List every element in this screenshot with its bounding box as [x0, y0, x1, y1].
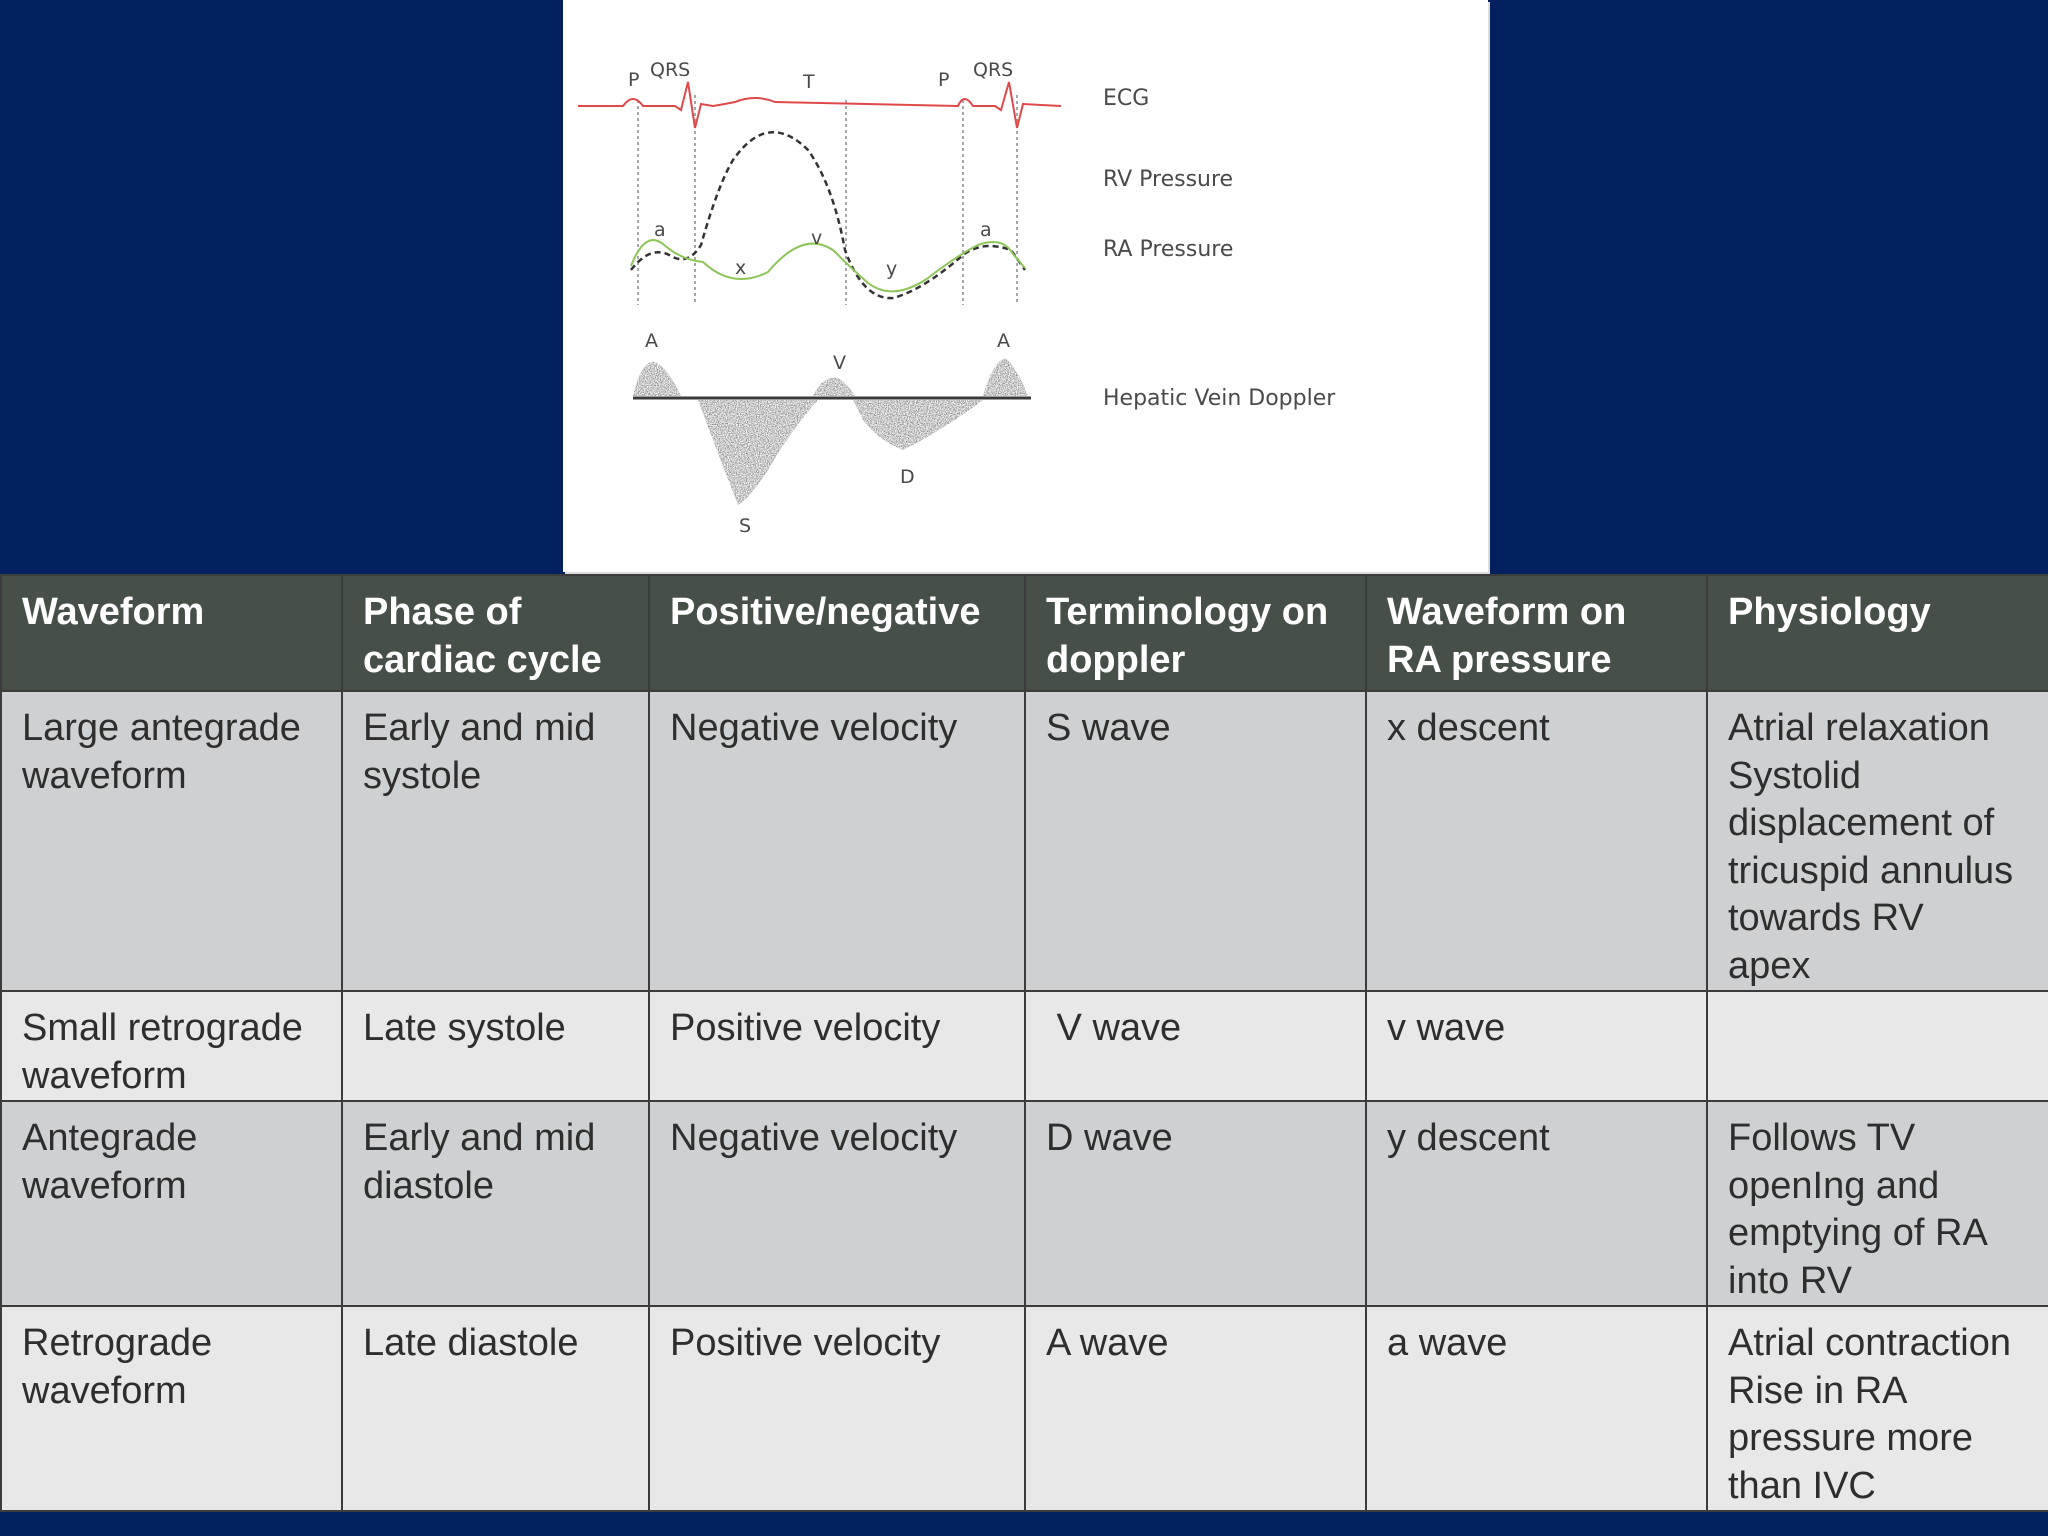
trace-label-hepatic-vein-doppler: Hepatic Vein Doppler: [1103, 386, 1336, 411]
column-header-waveform: [1, 575, 342, 691]
table-cell-ra-pressure-wave: [1366, 1101, 1707, 1306]
table-cell-line: Atrial contraction: [1728, 1322, 2012, 1364]
column-header-doppler-term: [1025, 575, 1366, 691]
ecg-label-p1: P: [628, 69, 640, 91]
table-cell-line: emptying of RA: [1728, 1212, 1988, 1254]
column-header-line: Positive/negative: [670, 591, 981, 633]
table-cell-line: diastole: [363, 1164, 494, 1207]
table-cell-physiology: [1707, 691, 2048, 991]
table-cell-line: pressure more: [1728, 1417, 1973, 1459]
table-cell-line: Early and mid: [363, 1117, 596, 1159]
column-header-phase: [342, 575, 649, 691]
table-cell-line: openIng and: [1728, 1164, 1940, 1207]
ra-pressure-trace: [631, 240, 1025, 291]
cardiac-waveform-diagram: [563, 0, 1488, 572]
table-cell-line: Rise in RA: [1728, 1369, 1908, 1412]
column-header-polarity: [649, 575, 1025, 691]
table-cell-physiology: [1707, 1306, 2048, 1511]
table-cell-line: a wave: [1387, 1322, 1508, 1364]
doppler-label-a2: A: [997, 330, 1010, 352]
table-cell-line: than IVC: [1728, 1464, 1876, 1507]
column-header-ra-pressure-wave: [1366, 575, 1707, 691]
column-header-line: RA pressure: [1387, 638, 1612, 681]
table-cell-line: Positive velocity: [670, 1007, 941, 1049]
table-cell-ra-pressure-wave: [1366, 991, 1707, 1101]
table-cell-line: Atrial relaxation: [1728, 707, 1990, 749]
table-cell-doppler-term: [1025, 691, 1366, 991]
waveform-summary-table: [0, 574, 2048, 1512]
table-cell-ra-pressure-wave: [1366, 1306, 1707, 1511]
pressure-label-y: y: [886, 258, 898, 280]
table-cell-ra-pressure-wave: [1366, 691, 1707, 991]
ecg-label-qrs1: QRS: [650, 59, 691, 81]
pressure-label-x: x: [735, 257, 747, 279]
header-row: [1, 575, 2048, 691]
table-cell-waveform: [1, 1306, 342, 1511]
table-cell-line: Follows TV: [1728, 1117, 1916, 1159]
table-cell-phase: [342, 991, 649, 1101]
table-cell-phase: [342, 691, 649, 991]
trace-label-rv-pressure: RV Pressure: [1103, 167, 1234, 192]
table-cell-line: waveform: [22, 1369, 187, 1412]
column-header-line: doppler: [1046, 638, 1186, 681]
pressure-label-a1: a: [654, 219, 666, 241]
table-cell-line: Negative velocity: [670, 1117, 958, 1159]
table-cell-line: x descent: [1387, 707, 1550, 749]
table-cell-line: V wave: [1046, 1007, 1182, 1049]
table-cell-line: waveform: [22, 1054, 187, 1097]
trace-labels: [1103, 86, 1336, 411]
column-header-physiology: [1707, 575, 2048, 691]
doppler-s-wave: [698, 400, 818, 505]
table-cell-doppler-term: [1025, 1306, 1366, 1511]
table-header: [1, 575, 2048, 691]
rv-pressure-trace: [631, 132, 1025, 298]
trace-label-ecg: ECG: [1103, 86, 1150, 111]
table-row: [1, 1101, 2048, 1306]
doppler-d-wave: [853, 400, 983, 450]
trace-label-ra-pressure: RA Pressure: [1103, 237, 1234, 262]
table-cell-line: y descent: [1387, 1117, 1550, 1159]
table-cell-line: Late systole: [363, 1007, 566, 1049]
table-cell-line: systole: [363, 754, 482, 797]
table-row: [1, 1306, 2048, 1511]
ecg-trace: [578, 82, 1061, 128]
table-cell-line: S wave: [1046, 707, 1171, 749]
table-cell-line: waveform: [22, 754, 187, 797]
table-cell-line: Negative velocity: [670, 707, 958, 749]
doppler-wave-labels: [645, 330, 1010, 537]
table-cell-line: Early and mid: [363, 707, 596, 749]
doppler-a-wave-2: [983, 358, 1028, 396]
table-cell-line: waveform: [22, 1164, 187, 1207]
table-cell-line: Positive velocity: [670, 1322, 941, 1364]
table-cell-polarity: [649, 1101, 1025, 1306]
pressure-label-a2: a: [980, 219, 992, 241]
table-cell-line: Large antegrade: [22, 707, 301, 749]
ecg-label-p2: P: [938, 69, 950, 91]
table-cell-line: v wave: [1387, 1007, 1506, 1049]
column-header-line: Waveform: [22, 591, 205, 633]
table-cell-line: Systolid: [1728, 754, 1862, 797]
table-cell-line: Small retrograde: [22, 1007, 303, 1049]
table-cell-physiology: [1707, 1101, 2048, 1306]
table-cell-polarity: [649, 991, 1025, 1101]
pressure-label-v: v: [811, 227, 823, 249]
table-cell-line: into RV: [1728, 1259, 1852, 1302]
doppler-label-d: D: [900, 466, 915, 488]
doppler-v-wave: [813, 378, 855, 396]
table-cell-line: Late diastole: [363, 1322, 579, 1364]
table-cell-waveform: [1, 691, 342, 991]
table-row: [1, 991, 2048, 1101]
table-cell-waveform: [1, 1101, 342, 1306]
table-cell-phase: [342, 1306, 649, 1511]
ecg-label-qrs2: QRS: [973, 59, 1014, 81]
doppler-label-s: S: [739, 515, 752, 537]
table-cell-line: apex: [1728, 944, 1811, 987]
table-cell-line: Antegrade: [22, 1117, 198, 1159]
table-cell-doppler-term: [1025, 991, 1366, 1101]
waveform-diagram-svg: [563, 0, 1488, 572]
table-cell-line: D wave: [1046, 1117, 1173, 1159]
doppler-label-a1: A: [645, 330, 658, 352]
table-cell-line: displacement of: [1728, 802, 1995, 844]
table-cell-waveform: [1, 991, 342, 1101]
table-cell-physiology: [1707, 991, 2048, 1101]
table-cell-line: tricuspid annulus: [1728, 849, 2014, 892]
table-row: [1, 691, 2048, 991]
ecg-label-t: T: [803, 71, 815, 93]
column-header-line: cardiac cycle: [363, 638, 602, 681]
column-header-line: Physiology: [1728, 591, 1931, 633]
table-cell-phase: [342, 1101, 649, 1306]
table-cell-polarity: [649, 1306, 1025, 1511]
table-cell-line: A wave: [1046, 1322, 1169, 1364]
table-body: [1, 691, 2048, 1511]
table-cell-doppler-term: [1025, 1101, 1366, 1306]
column-header-line: Terminology on: [1046, 591, 1329, 633]
table-cell-line: towards RV: [1728, 897, 1924, 939]
doppler-label-v: V: [833, 352, 846, 374]
doppler-waves: [633, 358, 1028, 505]
column-header-line: Phase of: [363, 591, 522, 633]
column-header-line: Waveform on: [1387, 591, 1627, 633]
table-cell-line: Retrograde: [22, 1322, 213, 1364]
doppler-a-wave-1: [633, 362, 681, 396]
table-cell-polarity: [649, 691, 1025, 991]
